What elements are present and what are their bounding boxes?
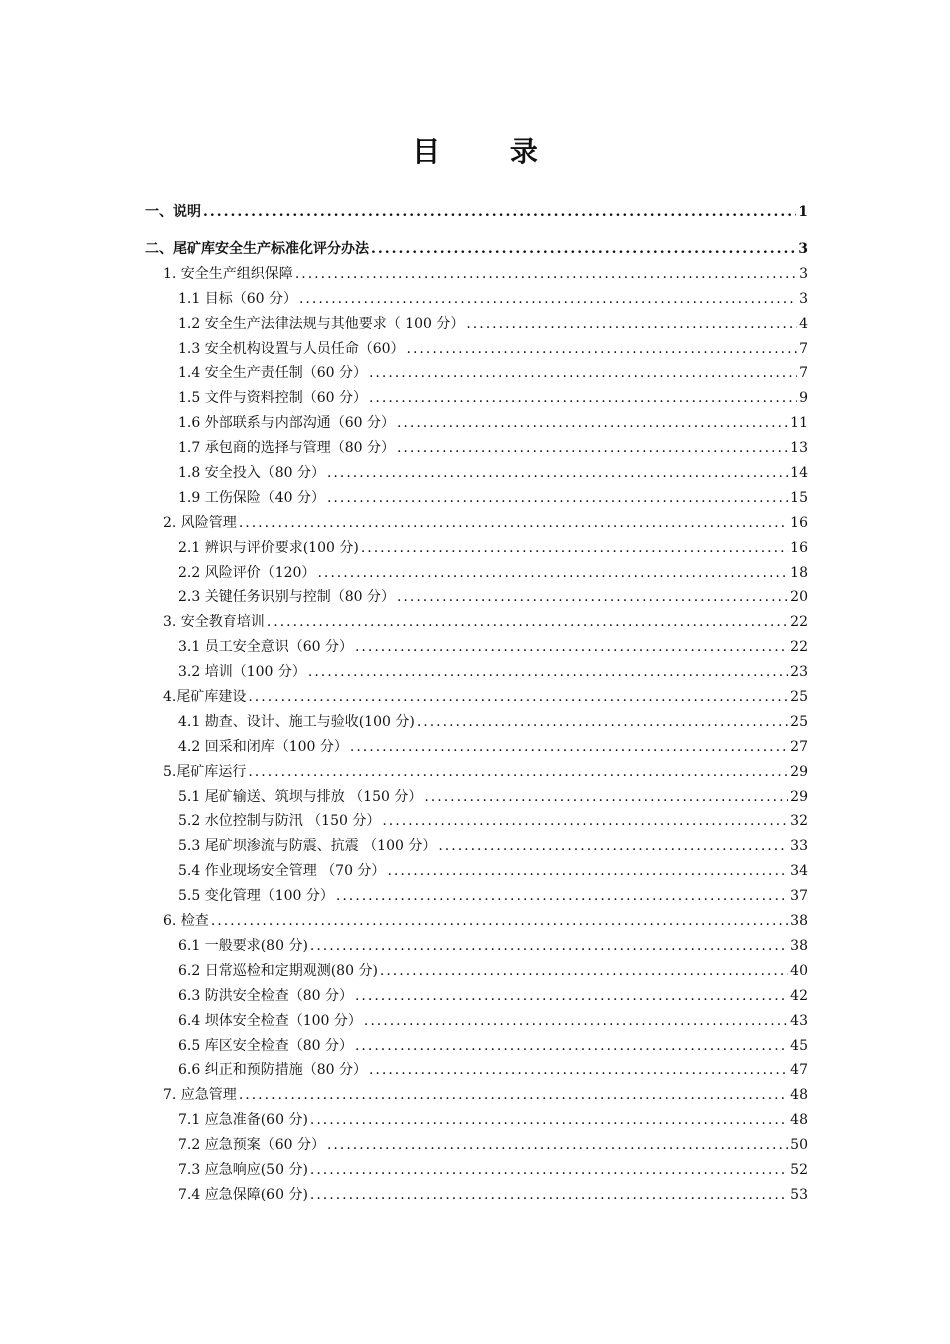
toc-leader-dots [308, 663, 788, 681]
toc-entry-page-number: 15 [790, 489, 808, 506]
toc-entry[interactable] [145, 731, 808, 756]
toc-entry-page-number: 48 [790, 1112, 808, 1129]
toc-entry-label: 5.5 变化管理（100 分） [178, 888, 334, 905]
toc-leader-dots [350, 738, 788, 756]
toc-entry-label: 6.1 一般要求(80 分) [178, 937, 308, 954]
toc-leader-dots [397, 588, 788, 606]
toc-entry[interactable] [145, 606, 808, 631]
toc-entry[interactable] [145, 930, 808, 955]
toc-entry[interactable] [145, 582, 808, 607]
toc-entry-label: 2.3 关键任务识别与控制（80 分） [178, 589, 395, 606]
toc-entry-page-number: 43 [790, 1012, 808, 1029]
toc-leader-dots [364, 1012, 788, 1030]
toc-entry[interactable] [145, 706, 808, 731]
toc-entry-page-number: 45 [790, 1037, 808, 1054]
toc-entry[interactable] [145, 308, 808, 333]
toc-leader-dots [369, 389, 797, 407]
toc-entry-page-number: 34 [790, 863, 808, 880]
toc-entry-page-number: 14 [790, 465, 808, 482]
toc-entry-label: 7.1 应急准备(60 分) [178, 1112, 308, 1129]
toc-entry[interactable] [145, 432, 808, 457]
toc-entry-page-number: 37 [790, 888, 808, 905]
toc-entry-label: 2.1 辨识与评价要求(100 分) [178, 539, 359, 556]
toc-entry-label: 二、尾矿库安全生产标准化评分办法 [145, 241, 369, 257]
toc-leader-dots [369, 1061, 788, 1079]
toc-entry[interactable] [145, 880, 808, 905]
toc-leader-dots [327, 464, 788, 482]
toc-entry[interactable] [145, 955, 808, 980]
toc-entry[interactable] [145, 905, 808, 930]
toc-entry[interactable] [145, 1079, 808, 1104]
toc-leader-dots [424, 788, 788, 806]
toc-leader-dots [310, 1111, 788, 1129]
toc-entry-label: 1.4 安全生产责任制（60 分） [178, 365, 367, 382]
toc-leader-dots [355, 987, 788, 1005]
toc-entry-label: 2. 风险管理 [163, 514, 237, 531]
toc-entry-label: 6.2 日常巡检和定期观测(80 分) [178, 962, 378, 979]
table-of-contents [145, 184, 808, 1204]
toc-entry-label: 7.2 应急预案（60 分） [178, 1137, 325, 1154]
toc-leader-dots [295, 265, 797, 283]
toc-entry-page-number: 29 [790, 763, 808, 780]
toc-entry[interactable] [145, 382, 808, 407]
toc-entry[interactable] [145, 1104, 808, 1129]
toc-leader-dots [299, 290, 797, 308]
toc-entry-label: 1.6 外部联系与内部沟通（60 分） [178, 415, 395, 432]
toc-leader-dots [239, 1086, 788, 1104]
toc-entry-label: 6. 检查 [163, 913, 209, 930]
toc-entry[interactable] [145, 221, 808, 258]
toc-entry[interactable] [145, 1129, 808, 1154]
toc-entry-page-number: 7 [799, 365, 808, 382]
toc-entry-label: 3. 安全教育培训 [163, 614, 265, 631]
toc-leader-dots [211, 912, 788, 930]
toc-entry-label: 4.1 勘查、设计、施工与验收(100 分) [178, 713, 415, 730]
toc-entry-label: 6.3 防洪安全检查（80 分） [178, 987, 353, 1004]
toc-entry-page-number: 25 [790, 689, 808, 706]
toc-entry-label: 一、说明 [145, 204, 201, 220]
toc-entry-page-number: 47 [790, 1062, 808, 1079]
toc-entry-page-number: 4 [799, 315, 808, 332]
toc-entry-page-number: 29 [790, 788, 808, 805]
toc-entry-label: 6.4 坝体安全检查（100 分） [178, 1012, 362, 1029]
toc-entry-label: 1.5 文件与资料控制（60 分） [178, 390, 367, 407]
toc-entry[interactable] [145, 1154, 808, 1179]
toc-leader-dots [310, 1186, 788, 1204]
toc-entry[interactable] [145, 681, 808, 706]
toc-leader-dots [355, 638, 788, 656]
toc-entry-label: 1.8 安全投入（80 分） [178, 465, 325, 482]
toc-entry-page-number: 9 [799, 390, 808, 407]
toc-entry[interactable] [145, 830, 808, 855]
toc-entry[interactable] [145, 756, 808, 781]
toc-entry-page-number: 11 [790, 415, 808, 432]
toc-entry-page-number: 16 [790, 514, 808, 531]
toc-leader-dots [310, 937, 788, 955]
toc-leader-dots [387, 862, 788, 880]
toc-entry-page-number: 42 [790, 987, 808, 1004]
toc-leader-dots [248, 688, 788, 706]
toc-leader-dots [355, 1037, 788, 1055]
toc-entry-page-number: 38 [790, 913, 808, 930]
toc-entry[interactable] [145, 557, 808, 582]
toc-entry[interactable] [145, 631, 808, 656]
toc-entry-page-number: 22 [790, 639, 808, 656]
toc-entry-label: 5.1 尾矿输送、筑坝与排放 （150 分） [178, 788, 423, 805]
toc-leader-dots [371, 240, 796, 258]
toc-leader-dots [369, 364, 797, 382]
toc-entry-label: 1.9 工伤保险（40 分） [178, 489, 325, 506]
toc-entry-page-number: 20 [790, 589, 808, 606]
toc-entry-label: 4.2 回采和闭库（100 分） [178, 738, 348, 755]
toc-entry-label: 6.5 库区安全检查（80 分） [178, 1037, 353, 1054]
toc-leader-dots [248, 763, 788, 781]
toc-entry[interactable] [145, 358, 808, 383]
toc-leader-dots [417, 713, 788, 731]
toc-leader-dots [327, 1136, 788, 1154]
toc-entry[interactable] [145, 457, 808, 482]
toc-leader-dots [397, 414, 788, 432]
toc-entry-page-number: 27 [790, 738, 808, 755]
toc-leader-dots [327, 489, 788, 507]
page-title: 目 录 [412, 135, 568, 168]
toc-entry-label: 7.3 应急响应(50 分) [178, 1161, 308, 1178]
toc-entry[interactable] [145, 532, 808, 557]
toc-leader-dots [203, 203, 796, 221]
toc-entry[interactable] [145, 855, 808, 880]
toc-leader-dots [361, 539, 788, 557]
toc-entry[interactable] [145, 283, 808, 308]
toc-entry-page-number: 13 [790, 440, 808, 457]
toc-entry[interactable] [145, 1005, 808, 1030]
toc-leader-dots [310, 1161, 788, 1179]
toc-leader-dots [382, 812, 788, 830]
toc-entry-page-number: 23 [790, 664, 808, 681]
toc-entry-label: 5.2 水位控制与防汛 （150 分） [178, 813, 381, 830]
toc-entry-page-number: 40 [790, 962, 808, 979]
toc-entry-page-number: 52 [790, 1161, 808, 1178]
toc-entry-label: 3.2 培训（100 分） [178, 664, 306, 681]
toc-entry-page-number: 22 [790, 614, 808, 631]
toc-entry[interactable] [145, 482, 808, 507]
toc-entry[interactable] [145, 184, 808, 221]
toc-leader-dots [239, 514, 788, 532]
toc-leader-dots [336, 887, 788, 905]
toc-leader-dots [407, 340, 798, 358]
toc-entry-label: 1.1 目标（60 分） [178, 290, 297, 307]
toc-entry[interactable] [145, 656, 808, 681]
toc-entry-label: 2.2 风险评价（120） [178, 564, 316, 581]
toc-entry-label: 1.2 安全生产法律法规与其他要求（ 100 分） [178, 315, 465, 332]
toc-entry-label: 3.1 员工安全意识（60 分） [178, 639, 353, 656]
toc-entry-label: 6.6 纠正和预防措施（80 分） [178, 1062, 367, 1079]
toc-entry[interactable] [145, 258, 808, 283]
toc-entry-label: 1. 安全生产组织保障 [163, 265, 293, 282]
toc-entry[interactable] [145, 507, 808, 532]
toc-entry[interactable] [145, 407, 808, 432]
toc-entry-page-number: 33 [790, 838, 808, 855]
toc-entry-page-number: 48 [790, 1087, 808, 1104]
toc-entry[interactable] [145, 1030, 808, 1055]
toc-entry-label: 5.4 作业现场安全管理 （70 分） [178, 863, 386, 880]
toc-entry-page-number: 3 [799, 290, 808, 307]
toc-entry-page-number: 50 [790, 1137, 808, 1154]
toc-entry-label: 7.4 应急保障(60 分) [178, 1186, 308, 1203]
toc-entry[interactable] [145, 806, 808, 831]
toc-entry-page-number: 3 [799, 265, 808, 282]
toc-entry-label: 1.3 安全机构设置与人员任命（60） [178, 340, 405, 357]
toc-leader-dots [267, 613, 788, 631]
toc-entry-page-number: 38 [790, 937, 808, 954]
toc-entry-page-number: 7 [799, 340, 808, 357]
toc-leader-dots [438, 837, 788, 855]
toc-entry-label: 1.7 承包商的选择与管理（80 分） [178, 440, 395, 457]
toc-entry-label: 7. 应急管理 [163, 1087, 237, 1104]
toc-entry-label: 5.尾矿库运行 [163, 763, 247, 780]
toc-entry-page-number: 18 [790, 564, 808, 581]
toc-entry[interactable] [145, 781, 808, 806]
toc-entry-page-number: 1 [798, 204, 808, 220]
toc-entry-page-number: 16 [790, 539, 808, 556]
toc-entry[interactable] [145, 333, 808, 358]
toc-entry-label: 5.3 尾矿坝渗流与防震、抗震 （100 分） [178, 838, 437, 855]
toc-leader-dots [397, 439, 788, 457]
toc-leader-dots [380, 962, 788, 980]
toc-entry-label: 4.尾矿库建设 [163, 689, 247, 706]
toc-entry-page-number: 53 [790, 1186, 808, 1203]
toc-entry[interactable] [145, 980, 808, 1005]
toc-leader-dots [317, 564, 788, 582]
toc-leader-dots [466, 315, 797, 333]
toc-entry-page-number: 32 [790, 813, 808, 830]
toc-entry-page-number: 3 [798, 241, 808, 257]
toc-entry[interactable] [145, 1179, 808, 1204]
toc-entry[interactable] [145, 1055, 808, 1080]
toc-entry-page-number: 25 [790, 713, 808, 730]
